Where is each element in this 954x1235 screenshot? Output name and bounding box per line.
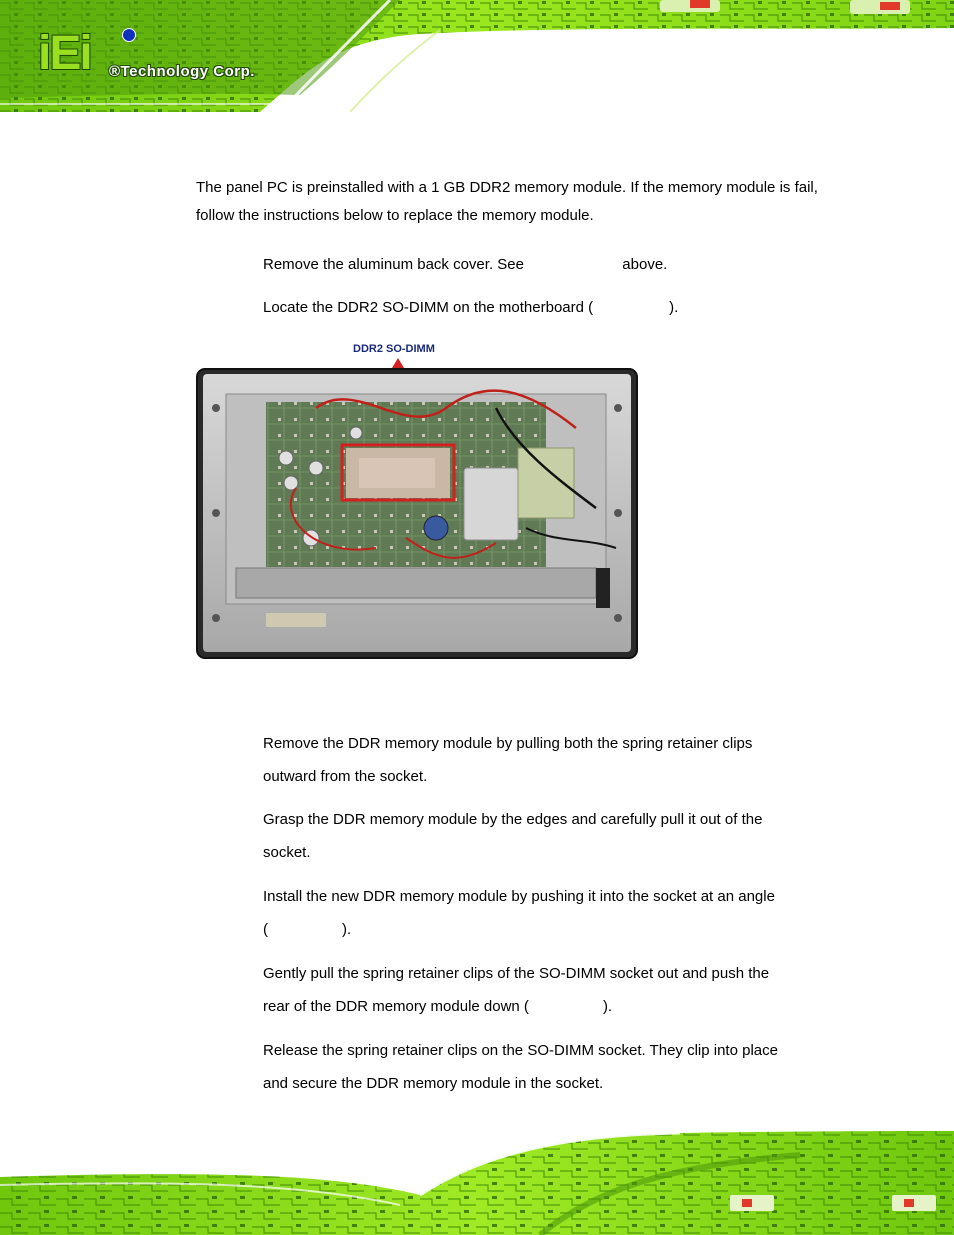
- figure-callout-label: DDR2 SO-DIMM: [353, 343, 435, 355]
- logo-mark: iEi: [38, 27, 91, 80]
- step-text: Grasp the DDR memory module by the edges and carefully pull it out of the: [263, 811, 763, 828]
- step-text: ).: [669, 299, 679, 316]
- step-text: outward from the socket.: [263, 768, 428, 785]
- step-grasp-module: [263, 803, 823, 869]
- step-text: Locate the DDR2 SO-DIMM on the motherboard (: [263, 299, 594, 316]
- logo-dot-icon: [122, 28, 136, 42]
- step-push-module-down: [263, 957, 823, 1023]
- page-header-banner: [0, 0, 954, 112]
- step-text: Gently pull the spring retainer clips of the SO-DIMM socket out and push the: [263, 965, 770, 982]
- step-release-clips: [263, 1034, 823, 1100]
- step-text: above.: [618, 256, 668, 273]
- step-text: (: [263, 921, 268, 938]
- step-text: Remove the aluminum back cover. See: [263, 256, 529, 273]
- step-text: rear of the DDR memory module down (: [263, 998, 529, 1015]
- circuit-board-banner: [0, 0, 954, 112]
- step-install-module: [263, 880, 823, 946]
- logo-company-name: ®Technology Corp.: [109, 63, 255, 80]
- step-text: and secure the DDR memory module in the socket.: [263, 1075, 604, 1092]
- step-text: ).: [342, 921, 352, 938]
- circuit-board-footer: [0, 1125, 954, 1235]
- step-remove-module: [263, 727, 823, 793]
- step-remove-back-cover: [263, 248, 823, 281]
- intro-paragraph: The panel PC is preinstalled with a 1 GB DDR2 memory module. If the memory module is fail, follow the instructions below to replace the memory module.: [196, 179, 818, 224]
- step-text: Remove the DDR memory module by pulling both the spring retainer clips: [263, 735, 753, 752]
- step-locate-sodimm: [263, 291, 823, 324]
- step-text: Release the spring retainer clips on the SO-DIMM socket. They clip into place: [263, 1042, 778, 1059]
- step-text: ).: [602, 998, 613, 1015]
- step-text: socket.: [263, 844, 311, 861]
- step-text: Install the new DDR memory module by pushing it into the socket at an angle: [263, 888, 775, 905]
- motherboard-photo: [196, 368, 638, 659]
- page-footer-banner: [0, 1125, 954, 1235]
